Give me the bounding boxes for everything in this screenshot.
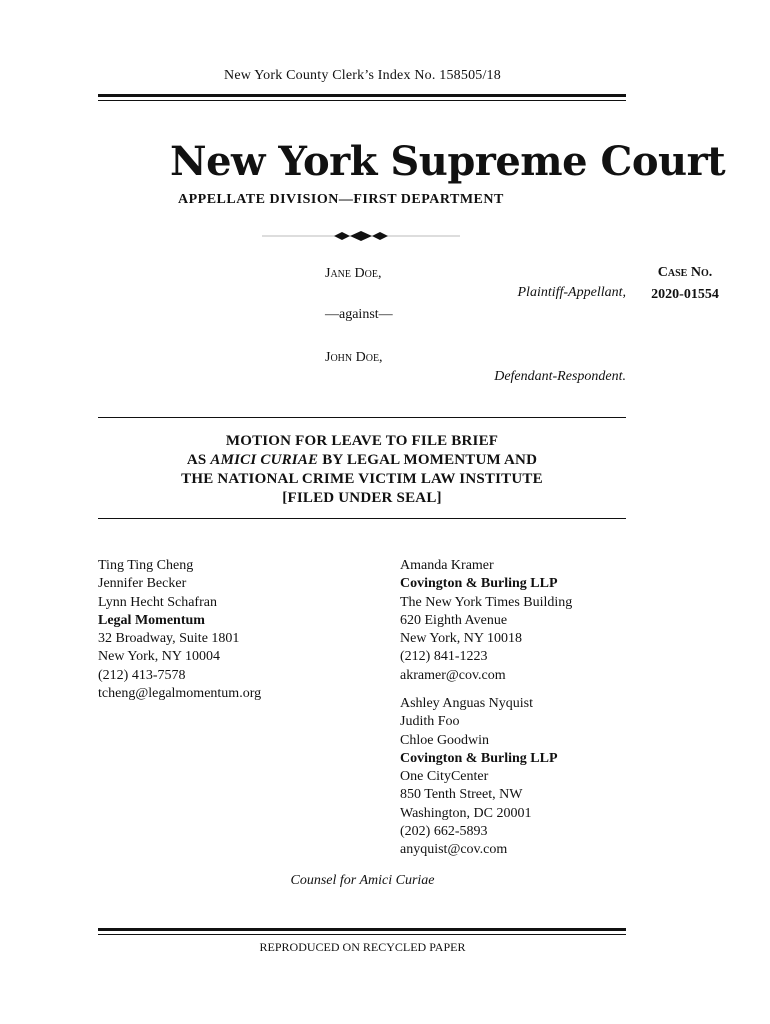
attorney-name: Amanda Kramer [400,558,494,573]
email-address: akramer@cov.com [400,667,506,683]
address-line: New York, NY 10018 [400,631,522,647]
firm-name: Legal Momentum [98,612,205,628]
motion-title-line-3: THE NATIONAL CRIME VICTIM LAW INSTITUTE [181,471,543,487]
address-line: Washington, DC 20001 [400,805,532,821]
header-rule-thick [98,94,626,97]
phone-number: (212) 841-1223 [400,649,488,665]
court-division: APPELLATE DIVISION—FIRST DEPARTMENT [178,192,504,207]
footer-rule-thin [98,934,626,935]
footer-rule-thick [98,928,626,931]
caption-rule-top [98,417,626,418]
plaintiff-name: Jane Doe, [325,266,382,281]
ornament-divider-icon [262,228,460,244]
defendant-role: Defendant-Respondent. [494,369,626,384]
address-line: 850 Tenth Street, NW [400,787,523,803]
address-line: The New York Times Building [400,594,573,610]
attorney-name: Chloe Goodwin [400,732,490,748]
attorney-name: Ting Ting Cheng [98,558,194,573]
caption-rule-bottom [98,518,626,519]
phone-number: (202) 662-5893 [400,824,488,840]
plaintiff-role: Plaintiff-Appellant, [517,285,626,300]
attorney-name: Ashley Anguas Nyquist [400,696,533,711]
attorney-name: Lynn Hecht Schafran [98,594,217,610]
counsel-for-label: Counsel for Amici Curiae [290,873,435,888]
email-address: tcheng@legalmomentum.org [98,686,262,702]
firm-name: Covington & Burling LLP [400,576,558,592]
attorney-name: Judith Foo [400,714,460,730]
address-line: New York, NY 10004 [98,649,220,665]
case-number: 2020-01554 [651,287,719,302]
case-number-label: Case No. [657,265,713,280]
email-address: anyquist@cov.com [400,842,508,858]
address-line: One CityCenter [400,769,489,785]
address-line: 32 Broadway, Suite 1801 [98,631,240,647]
address-line: 620 Eighth Avenue [400,612,508,628]
firm-name: Covington & Burling LLP [400,750,558,766]
counsel-block-legal-momentum [98,557,261,703]
counsel-block-covington-ny [400,557,572,685]
court-title: New York Supreme Court [170,138,726,185]
motion-title-line-2: AS AMICI CURIAE BY LEGAL MOMENTUM AND [186,452,538,468]
clerk-index-number: New York County Clerk’s Index No. 158505/18 [224,68,501,83]
recycled-paper-notice: REPRODUCED ON RECYCLED PAPER [259,940,466,954]
motion-title [98,432,626,508]
motion-title-line-1: MOTION FOR LEAVE TO FILE BRIEF [225,433,499,449]
against-label: —against— [325,307,393,322]
defendant-name: John Doe, [325,350,383,365]
attorney-name: Jennifer Becker [98,576,187,592]
header-rule-thin [98,100,626,101]
phone-number: (212) 413-7578 [98,667,186,683]
motion-title-line-4: [FILED UNDER SEAL] [282,490,442,506]
counsel-block-covington-dc [400,695,558,860]
